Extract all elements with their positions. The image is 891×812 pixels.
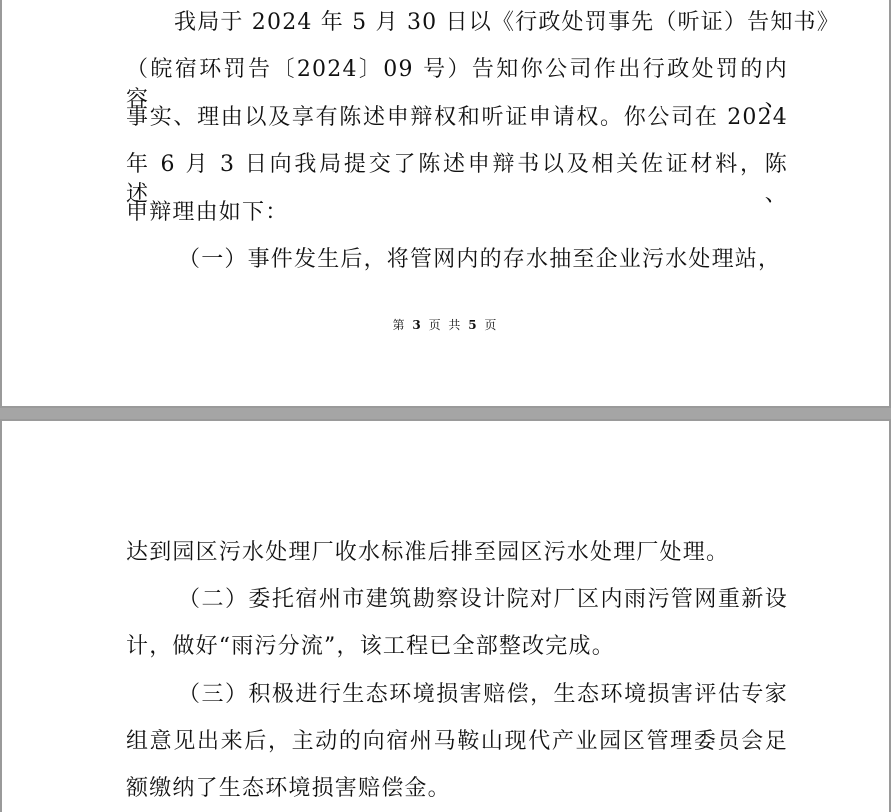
footer-suffix: 页 bbox=[484, 318, 499, 332]
paragraph-line: （三）积极进行生态环境损害赔偿，生态环境损害评估专家 bbox=[178, 682, 788, 707]
paragraph-line: 额缴纳了生态环境损害赔偿金。 bbox=[126, 776, 451, 801]
paragraph-line: 组意见出来后，主动的向宿州马鞍山现代产业园区管理委员会足 bbox=[126, 729, 788, 754]
current-page-number: 3 bbox=[412, 318, 423, 332]
total-page-number: 5 bbox=[468, 318, 479, 332]
page-number-footer bbox=[2, 316, 889, 333]
paragraph-line: 年 6 月 3 日向我局提交了陈述申辩书以及相关佐证材料，陈述、 bbox=[126, 152, 788, 207]
paragraph-line: 计，做好“雨污分流”，该工程已全部整改完成。 bbox=[126, 634, 615, 659]
paragraph-line: 申辩理由如下： bbox=[126, 200, 289, 225]
document-page-4 bbox=[0, 419, 891, 812]
footer-prefix: 第 bbox=[392, 318, 407, 332]
paragraph-line: （皖宿环罚告〔2024〕09 号）告知你公司作出行政处罚的内容、 bbox=[126, 57, 788, 112]
footer-middle: 页 共 bbox=[428, 318, 463, 332]
paragraph-line: 达到园区污水处理厂收水标准后排至园区污水处理厂处理。 bbox=[126, 540, 730, 565]
paragraph-line: 我局于 2024 年 5 月 30 日以《行政处罚事先（听证）告知书》 bbox=[174, 10, 840, 35]
paragraph-line: （一）事件发生后，将管网内的存水抽至企业污水处理站， bbox=[178, 247, 782, 272]
paragraph-line: 事实、理由以及享有陈述申辩权和听证申请权。你公司在 2024 bbox=[126, 105, 788, 130]
paragraph-line: （二）委托宿州市建筑勘察设计院对厂区内雨污管网重新设 bbox=[178, 587, 788, 612]
